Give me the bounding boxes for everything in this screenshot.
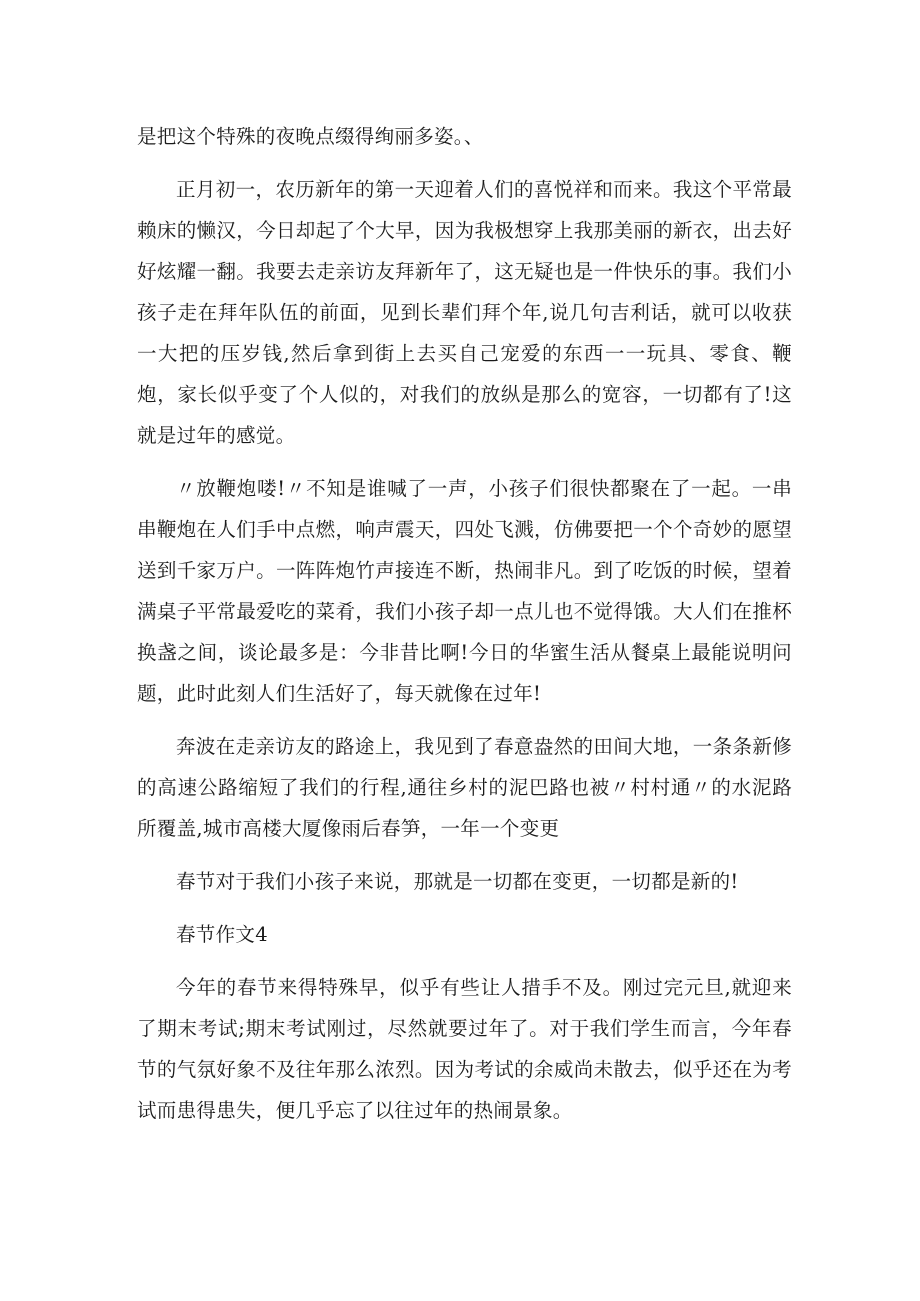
section-heading: 春节作文4 bbox=[176, 923, 268, 946]
paragraph-5: 春节对于我们小孩子来说，那就是一切都在变更，一切都是新的! bbox=[176, 870, 739, 893]
paragraph-6: 今年的春节来得特殊早，似乎有些让人措手不及。刚过完元旦,就迎来了期末考试;期末考试刚过，尽然就要过年了。对于我们学生而言，今年春节的气氛好象不及往年那么浓烈。因为考试的余威尚未散去，似乎还在为考试而患得患失，便几乎忘了以往过年的热闹景象。 bbox=[137, 976, 792, 1122]
paragraph-4: 奔波在走亲访友的路途上，我见到了春意盎然的田间大地，一条条新修的高速公路缩短了我们的行程,通往乡村的泥巴路也被〃村村通〃的水泥路所覆盖,城市高楼大厦像雨后春笋，一年一个变更 bbox=[137, 735, 792, 840]
paragraph-1: 是把这个特殊的夜晚点缀得绚丽多姿。、 bbox=[137, 125, 484, 148]
paragraph-2: 正月初一，农历新年的第一天迎着人们的喜悦祥和而来。我这个平常最赖床的懒汉，今日却起了个大早，因为我极想穿上我那美丽的新衣，出去好好炫耀一翻。我要去走亲访友拜新年了，这无疑也是一件快乐的事。我们小孩子走在拜年队伍的前面，见到长辈们拜个年,说几句吉利话，就可以收获一大把的压岁钱,然后拿到街上去买自己宠爱的东西一一玩具、零食、鞭炮，家长似乎变了个人似的，对我们的放纵是那么的宽容，一切都有了!这就是过年的感觉。 bbox=[137, 178, 792, 447]
document-body bbox=[137, 116, 792, 1143]
paragraph-3: 〃放鞭炮喽!〃不知是谁喊了一声，小孩子们很快都聚在了一起。一串串鞭炮在人们手中点燃，响声震天，四处飞溅，仿佛要把一个个奇妙的愿望送到千家万户。一阵阵炮竹声接连不断，热闹非凡。到了吃饭的时候，望着满桌子平常最爱吃的菜肴，我们小孩子却一点儿也不觉得饿。大人们在推杯换盏之间，谈论最多是：今非昔比啊!今日的华蜜生活从餐桌上最能说明问题，此时此刻人们生活好了，每天就像在过年! bbox=[137, 477, 792, 705]
